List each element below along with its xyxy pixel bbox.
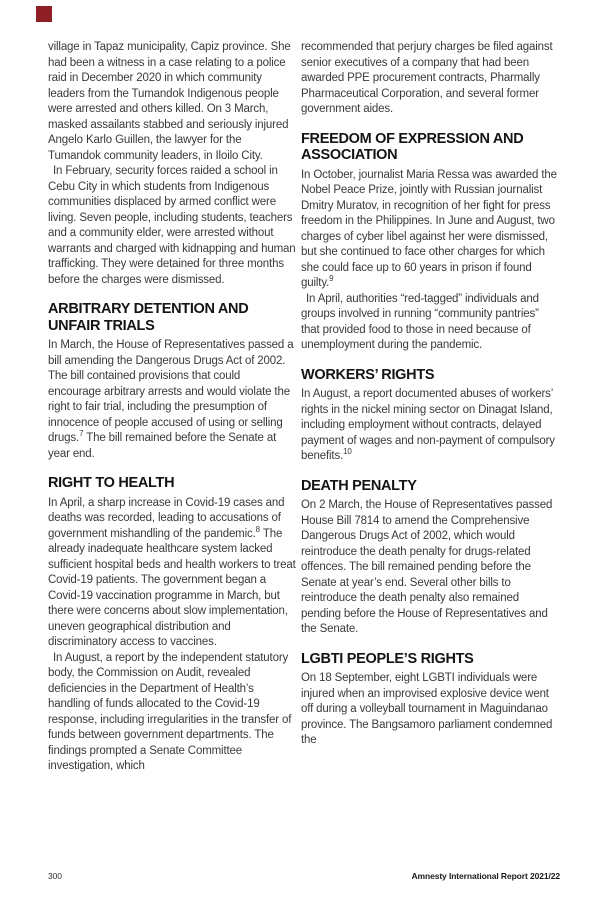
- body-paragraph: On 18 September, eight LGBTI individuals were injured when an improvised explosive device went off during a volleyball tournament in Maguindanao province. The Bangsamoro parliament condemned the: [301, 672, 553, 746]
- body-paragraph: In August, a report documented abuses of workers’ rights in the nickel mining sector on Dinagat Island, including employment without contracts, delayed payment of wages and non-payment of compulsory benefits.$^{10}$: [301, 388, 555, 462]
- body-paragraph: In March, the House of Representatives passed a bill amending the Dangerous Drugs Act of 2002. The bill contained provisions that could encourage arbitrary arrests and would violate the right to fair trial, including the presumption of innocence of people accused of using or selling drugs.$^7$ The bill remained before the Senate at year end.: [48, 339, 294, 460]
- body-paragraph: In April, a sharp increase in Covid-19 cases and deaths was recorded, leading to accusations of government mishandling of the pandemic.$^8$ The already inadequate healthcare system lacked sufficient hospital beds and health workers to treat Covid-19 patients. The government began a Covid-19 vaccination programme in March, but there were concerns about slow implementation, uneven geographical distribution and discriminatory access to vaccines.: [48, 496, 296, 648]
- page-footer: [48, 871, 560, 881]
- footnote-ref: 7: [79, 429, 84, 439]
- footnote-ref: 10: [343, 447, 352, 457]
- section-heading: RIGHT TO HEALTH: [48, 475, 175, 491]
- body-paragraph: In February, security forces raided a school in Cebu City in which students from Indigenous communities displaced by armed conflict were living. Seven people, including students, teachers and a community elder, were arrested without warrants and charged with kidnapping and human trafficking. They were detained for three months before the charges were dismissed.: [48, 165, 296, 286]
- body-paragraph: In April, authorities “red-tagged” individuals and groups involved in running “community pantries” that provided food to those in need because of unemployment during the pandemic.: [301, 292, 539, 351]
- section-heading: WORKERS’ RIGHTS: [301, 366, 435, 383]
- footnote-ref: 8: [255, 524, 260, 534]
- page-number: 300: [48, 871, 62, 881]
- right-column: [301, 40, 560, 749]
- corner-marker: [36, 6, 52, 22]
- left-column: [48, 40, 296, 775]
- body-paragraph: In October, journalist Maria Ressa was awarded the Nobel Peace Prize, jointly with Russian journalist Dmitry Muratov, in recognition of her fight for press freedom in the Philippines. In June and August, two charges of cyber libel against her were dismissed, but she continued to face other charges for which she could face up to 60 years in prison if found guilty.$^9$: [301, 168, 557, 289]
- section-heading: FREEDOM OF EXPRESSION AND ASSOCIATION: [301, 130, 524, 163]
- footnote-ref: 9: [329, 274, 334, 284]
- body-paragraph: village in Tapaz municipality, Capiz province. She had been a witness in a case relating to a police raid in December 2020 in which community leaders from the Tumandok Indigenous people were arrested and others killed. On 3 March, masked assailants stabbed and seriously injured Angelo Karlo Guillen, the lawyer for the Tumandok community leaders, in Iloilo City.: [48, 41, 291, 162]
- section-heading: ARBITRARY DETENTION AND UNFAIR TRIALS: [48, 301, 249, 334]
- section-heading: LGBTI PEOPLE’S RIGHTS: [301, 650, 474, 667]
- body-paragraph: In August, a report by the independent statutory body, the Commission on Audit, revealed deficiencies in the Department of Health’s handling of funds allocated to the Covid-19 response, including irregularities in the transfer of funds between government departments. The findings prompted a Senate Committee investigation, which: [48, 651, 292, 772]
- body-paragraph: On 2 March, the House of Representatives passed House Bill 7814 to amend the Comprehensive Dangerous Drugs Act of 2002, which would reintroduce the death penalty for drugs-related offences. The bill remained pending before the Senate at year’s end. Several other bills to reintroduce the death penalty also remained pending before the House of Representatives and the Senate.: [301, 499, 553, 635]
- section-heading: DEATH PENALTY: [301, 477, 417, 494]
- report-title: Amnesty International Report 2021/22: [411, 871, 560, 881]
- body-paragraph: recommended that perjury charges be filed against senior executives of a company that had been awarded PPE procurement contracts, Pharmally Pharmaceutical Corporation, and several former government aides.: [301, 41, 553, 115]
